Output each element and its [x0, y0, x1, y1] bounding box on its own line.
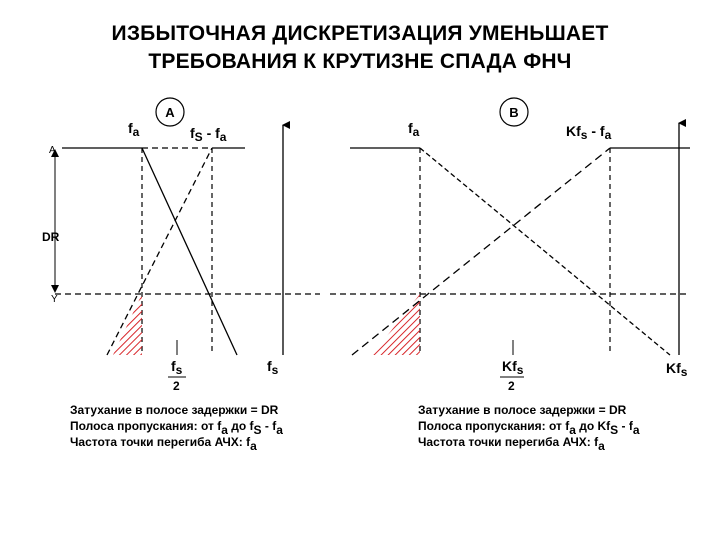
- label-fs-half-left: fs: [171, 358, 183, 377]
- label-a: A: [49, 145, 56, 156]
- panel-b: [330, 98, 690, 393]
- filter-rolloff: [142, 148, 237, 355]
- image-response: [107, 148, 212, 355]
- label-kfs-half-den-right: 2: [508, 379, 515, 393]
- caption-left: [70, 402, 283, 453]
- panel-a: [42, 98, 320, 393]
- label-kfs-half-right: Kfs: [502, 358, 524, 377]
- label-fa-left: fa: [128, 120, 140, 139]
- filter-rolloff-b: [420, 148, 670, 355]
- label-kfs-right: Kfs: [666, 360, 688, 379]
- caption-left-line3: Частота точки перегиба АЧХ: fa: [70, 435, 257, 453]
- alias-hatch-b: [372, 294, 420, 355]
- caption-left-line1: Затухание в полосе задержки = DR: [70, 403, 279, 417]
- title-line-1: ИЗБЫТОЧНАЯ ДИСКРЕТИЗАЦИЯ УМЕНЬШАЕТ: [111, 22, 609, 45]
- label-y: Y: [51, 294, 58, 305]
- image-response-b: [352, 148, 610, 355]
- caption-left-line2: Полоса пропускания: от fa до fS - fa: [70, 419, 283, 437]
- label-fs-left: fs: [267, 358, 279, 377]
- label-fs-half-den-left: 2: [173, 379, 180, 393]
- caption-right-line2: Полоса пропускания: от fa до KfS - fa: [418, 419, 640, 437]
- alias-hatch-a: [113, 294, 142, 355]
- label-dr: DR: [42, 230, 60, 244]
- label-fs-fa-left: fS - fa: [190, 125, 227, 144]
- label-kfs-fa-right: Kfs - fa: [566, 123, 612, 142]
- title-line-2: ТРЕБОВАНИЯ К КРУТИЗНЕ СПАДА ФНЧ: [148, 50, 572, 73]
- label-fa-right: fa: [408, 120, 420, 139]
- badge-a: A: [165, 105, 175, 120]
- caption-right-line1: Затухание в полосе задержки = DR: [418, 403, 627, 417]
- badge-b: B: [509, 105, 519, 120]
- caption-right: [418, 402, 640, 453]
- caption-right-line3: Частота точки перегиба АЧХ: fa: [418, 435, 605, 453]
